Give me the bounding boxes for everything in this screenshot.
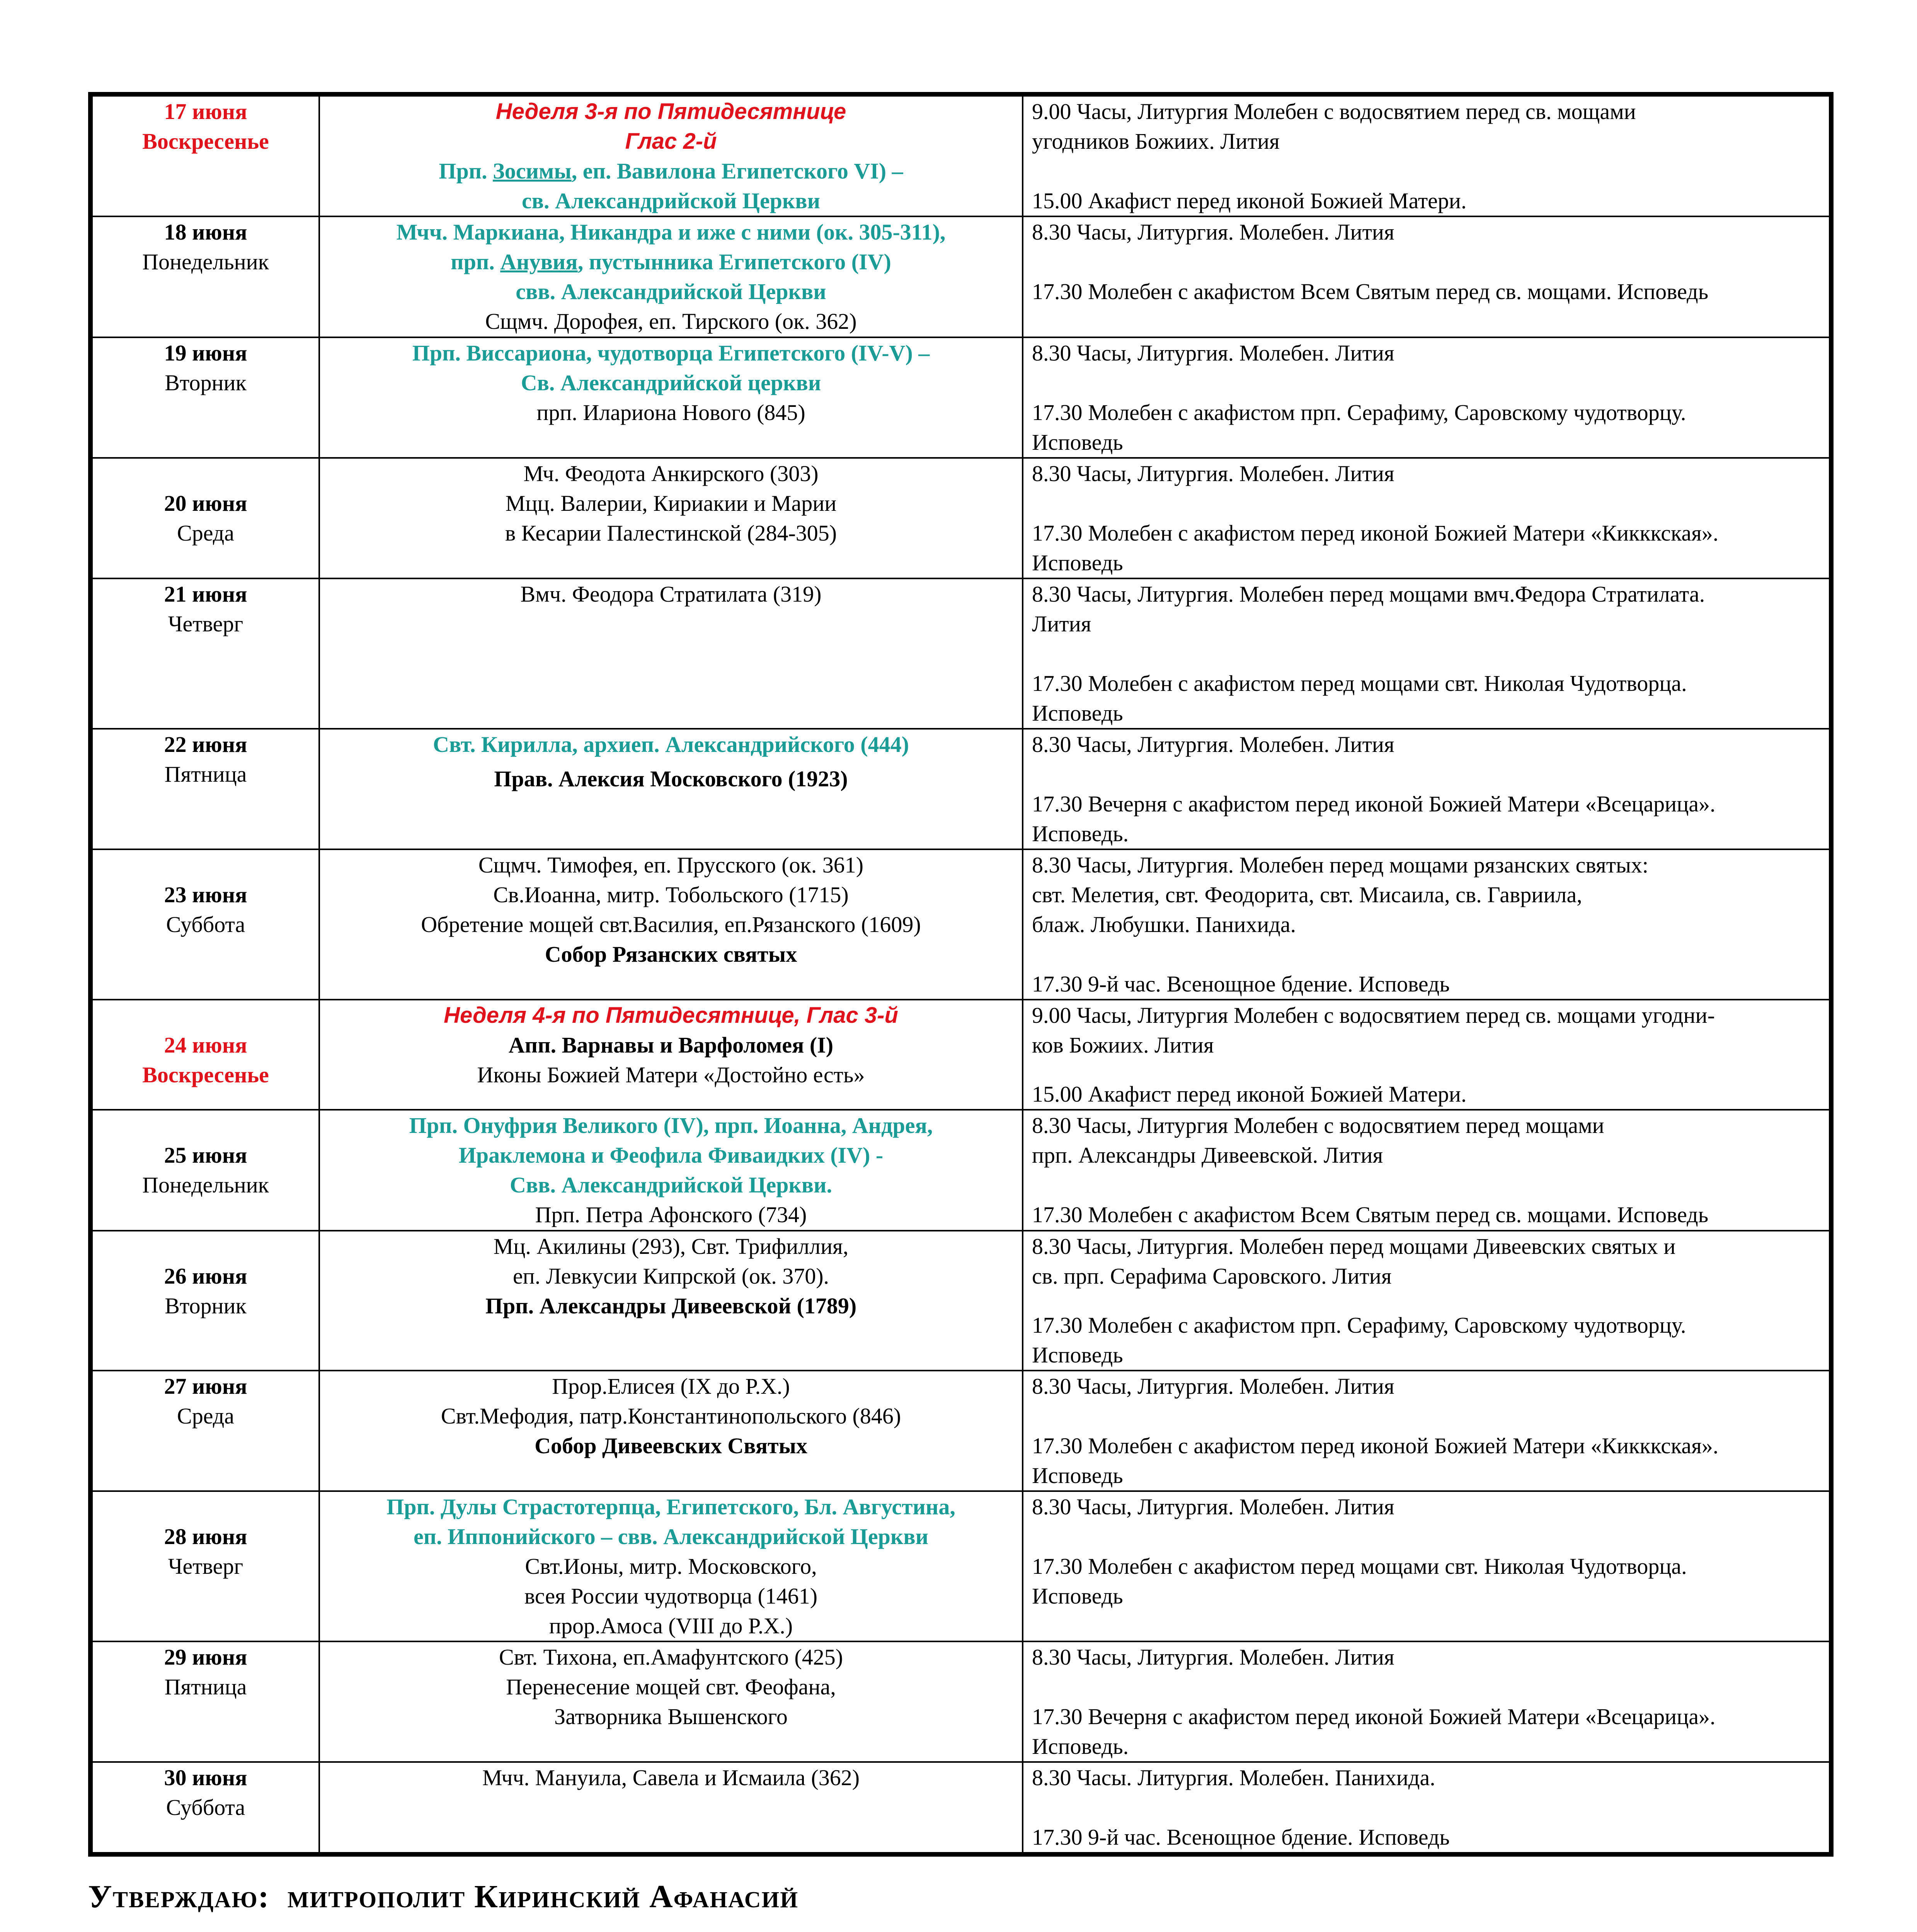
saints-cell [319, 1231, 1023, 1371]
saint-line [320, 156, 1022, 186]
service-line: ков Божиих. Лития [1032, 1032, 1214, 1058]
date: 26 июня [164, 1264, 247, 1289]
spacer [1032, 639, 1829, 668]
spacer [1032, 1793, 1829, 1822]
saints-cell [319, 1110, 1023, 1231]
saint-link: Зосимы [493, 158, 572, 184]
weekday: Понедельник [142, 249, 269, 274]
services-cell [1023, 94, 1831, 216]
saint-line: Иконы Божией Матери «Достойно есть» [477, 1062, 865, 1087]
service-line: 9.00 Часы, Литургия Молебен с водосвятием перед св. мощами угодни- [1032, 1003, 1715, 1028]
day-cell [90, 729, 319, 849]
saint-line: всея России чудотворца (1461) [524, 1583, 818, 1609]
saint-line: Свт.Ионы, митр. Московского, [525, 1554, 817, 1579]
service-line: 17.30 Молебен с акафистом перед мощами свт. Николая Чудотворца. [1032, 671, 1687, 696]
service-line: 8.30 Часы, Литургия. Молебен. Лития [1032, 340, 1394, 366]
feast-title: Неделя 4-я по Пятидесятнице, Глас 3-й [444, 1003, 898, 1028]
tone: Глас 2-й [625, 129, 717, 154]
saints-cell [319, 458, 1023, 578]
service-line: 17.30 Вечерня с акафистом перед иконой Божией Матери «Всецарица». [1032, 791, 1716, 816]
saint-text: , еп. Вавилона Египетского VI) – [571, 158, 903, 184]
service-line: 8.30 Часы, Литургия. Молебен перед мощами Дивеевских святых и [1032, 1234, 1676, 1259]
service-line: 8.30 Часы, Литургия. Молебен. Лития [1032, 1494, 1394, 1519]
services-cell [1023, 1000, 1831, 1110]
service-line: 8.30 Часы. Литургия. Молебен. Панихида. [1032, 1765, 1435, 1790]
saint-line: в Кесарии Палестинской (284-305) [505, 520, 837, 546]
spacer [1032, 1401, 1829, 1431]
service-line: 17.30 Молебен с акафистом Всем Святым перед св. мощами. Исповедь [1032, 279, 1709, 304]
service-line: 17.30 Молебен с акафистом Всем Святым перед св. мощами. Исповедь [1032, 1202, 1709, 1227]
services-cell [1023, 849, 1831, 1000]
weekday: Четверг [168, 1554, 243, 1579]
service-line: 8.30 Часы, Литургия. Молебен. Лития [1032, 461, 1394, 486]
service-line: Исповедь. [1032, 1734, 1129, 1759]
service-line: св. прп. Серафима Саровского. Лития [1032, 1264, 1392, 1289]
date: 21 июня [164, 582, 247, 607]
services-cell [1023, 729, 1831, 849]
saints-cell [319, 1762, 1023, 1854]
saint-line: Мцц. Валерии, Кириакии и Марии [505, 491, 837, 516]
service-line: Исповедь [1032, 1583, 1123, 1609]
date: 22 июня [164, 732, 247, 757]
weekday: Среда [177, 520, 234, 546]
saint-line: Прав. Алексия Московского (1923) [494, 766, 848, 791]
service-line: Исповедь [1032, 430, 1123, 455]
service-line: Исповедь. [1032, 821, 1129, 846]
schedule-table [88, 92, 1834, 1857]
saint-text: прп. [451, 249, 501, 274]
saint-line: свв. Александрийской Церкви [516, 279, 826, 304]
service-line: 8.30 Часы, Литургия Молебен с водосвятием перед мощами [1032, 1113, 1604, 1138]
table-row [90, 1000, 1831, 1110]
saint-line: Св.Иоанна, митр. Тобольского (1715) [493, 882, 849, 907]
table-row [90, 458, 1831, 578]
saints-cell [319, 729, 1023, 849]
table-row [90, 94, 1831, 216]
date: 23 июня [164, 882, 247, 907]
date: 28 июня [164, 1524, 247, 1549]
spacer [1032, 1291, 1829, 1310]
weekday: Вторник [165, 1293, 247, 1318]
weekday: Суббота [166, 912, 245, 937]
spacer [1032, 1170, 1829, 1200]
saint-line: Сщмч. Дорофея, еп. Тирского (ок. 362) [485, 309, 857, 334]
service-line: Исповедь [1032, 701, 1123, 726]
services-cell [1023, 216, 1831, 337]
services-cell [1023, 1762, 1831, 1854]
service-line: Исповедь [1032, 1463, 1123, 1488]
spacer [1032, 368, 1829, 398]
weekday: Среда [177, 1403, 234, 1429]
date: 19 июня [164, 340, 247, 366]
weekday: Суббота [166, 1795, 245, 1820]
saint-line: Перенесение мощей свт. Феофана, [506, 1674, 836, 1699]
services-cell [1023, 1110, 1831, 1231]
service-line: 8.30 Часы, Литургия. Молебен. Лития [1032, 1374, 1394, 1399]
saint-line: Мц. Акилины (293), Свт. Трифиллия, [493, 1234, 849, 1259]
table-row [90, 1491, 1831, 1641]
saint-line: прор.Амоса (VIII до Р.Х.) [549, 1613, 793, 1638]
date: 18 июня [164, 219, 247, 245]
service-line: Исповедь [1032, 550, 1123, 575]
date: 30 июня [164, 1765, 247, 1790]
table-row [90, 1762, 1831, 1854]
service-line: свт. Мелетия, свт. Феодорита, свт. Мисаила, св. Гавриила, [1032, 882, 1582, 907]
service-line: 8.30 Часы, Литургия. Молебен. Лития [1032, 1645, 1394, 1670]
saints-cell [319, 849, 1023, 1000]
saint-line: Ираклемона и Феофила Фиваидких (IV) - [458, 1143, 884, 1168]
service-line: 8.30 Часы, Литургия. Молебен. Лития [1032, 219, 1394, 245]
spacer [1032, 1060, 1829, 1079]
saint-line: Св. Александрийской церкви [521, 370, 821, 395]
saint-line: Мчч. Мануила, Савела и Исмаила (362) [482, 1765, 860, 1790]
day-cell [90, 337, 319, 458]
service-line: 17.30 Молебен с акафистом прп. Серафиму, Саровскому чудотворцу. [1032, 1313, 1686, 1338]
weekday: Воскресенье [142, 129, 269, 154]
day-cell [90, 458, 319, 578]
service-line: 15.00 Акафист перед иконой Божией Матери. [1032, 1082, 1467, 1107]
saint-line: Свт.Мефодия, патр.Константинопольского (846) [441, 1403, 901, 1429]
weekday: Вторник [165, 370, 247, 395]
spacer [1032, 939, 1829, 969]
service-line: 8.30 Часы, Литургия. Молебен перед мощами вмч.Федора Стратилата. [1032, 582, 1705, 607]
services-cell [1023, 1641, 1831, 1762]
day-cell [90, 578, 319, 729]
date: 27 июня [164, 1374, 247, 1399]
day-cell [90, 1491, 319, 1641]
saint-line: прп. Илариона Нового (845) [536, 400, 805, 425]
day-cell [90, 1641, 319, 1762]
saint-line: Затворника Вышенского [554, 1704, 788, 1729]
saint-line: Прп. Виссариона, чудотворца Египетского (IV-V) – [412, 340, 930, 366]
services-cell [1023, 1371, 1831, 1491]
table-row [90, 729, 1831, 849]
service-line: 17.30 9-й час. Всенощное бдение. Исповедь [1032, 971, 1450, 997]
saint-line: Собор Рязанских святых [545, 942, 797, 967]
service-line: 17.30 Молебен с акафистом прп. Серафиму, Саровскому чудотворцу. [1032, 400, 1686, 425]
weekday: Понедельник [142, 1172, 269, 1197]
saints-cell [319, 337, 1023, 458]
saint-line: еп. Левкусии Кипрской (ок. 370). [512, 1264, 829, 1289]
service-line: блаж. Любушки. Панихида. [1032, 912, 1296, 937]
day-cell [90, 849, 319, 1000]
table-row [90, 1110, 1831, 1231]
saints-cell [319, 1641, 1023, 1762]
weekday: Четверг [168, 611, 243, 636]
service-line: прп. Александры Дивеевской. Лития [1032, 1143, 1383, 1168]
saint-line: Свв. Александрийской Церкви. [509, 1172, 833, 1197]
saint-line: Мчч. Маркиана, Никандра и иже с ними (ок. 305-311), [396, 219, 946, 245]
date: 25 июня [164, 1143, 247, 1168]
service-line: 17.30 Вечерня с акафистом перед иконой Божией Матери «Всецарица». [1032, 1704, 1716, 1729]
services-cell [1023, 337, 1831, 458]
service-line: 9.00 Часы, Литургия Молебен с водосвятием перед св. мощами [1032, 99, 1636, 124]
services-cell [1023, 458, 1831, 578]
saint-text: Прп. [439, 158, 493, 184]
weekday: Пятница [164, 1674, 247, 1699]
day-cell [90, 1231, 319, 1371]
saint-line: Свт. Кирилла, архиеп. Александрийского (444) [433, 732, 909, 757]
date: 20 июня [164, 491, 247, 516]
table-row [90, 849, 1831, 1000]
saint-line: Свт. Тихона, еп.Амафунтского (425) [499, 1645, 843, 1670]
weekday: Воскресенье [142, 1062, 269, 1087]
service-line: 8.30 Часы, Литургия. Молебен. Лития [1032, 732, 1394, 757]
saint-line: Мч. Феодота Анкирского (303) [523, 461, 819, 486]
feast-title: Неделя 3-я по Пятидесятнице [495, 99, 846, 124]
saints-cell [319, 1371, 1023, 1491]
saint-line: Собор Дивеевских Святых [535, 1433, 807, 1458]
service-line: угодников Божиих. Лития [1032, 129, 1280, 154]
table-row [90, 1641, 1831, 1762]
saint-line: Апп. Варнавы и Варфоломея (I) [508, 1032, 834, 1058]
service-line: 17.30 Молебен с акафистом перед иконой Божией Матери «Кикккская». [1032, 1433, 1719, 1458]
saint-line: Прор.Елисея (IX до Р.Х.) [552, 1374, 790, 1399]
spacer [1032, 1522, 1829, 1551]
spacer [1032, 156, 1829, 186]
spacer [1032, 1672, 1829, 1702]
saint-link: Анувия [500, 249, 578, 274]
service-line: 17.30 9-й час. Всенощное бдение. Исповедь [1032, 1825, 1450, 1850]
saint-line: Прп. Александры Дивеевской (1789) [485, 1293, 857, 1318]
date: 24 июня [164, 1032, 247, 1058]
saint-line: Прп. Дулы Страстотерпца, Египетского, Бл. Августина, [386, 1494, 955, 1519]
service-line: Лития [1032, 611, 1091, 636]
approval-footer: Утверждаю: митрополит Киринский Афанасий [88, 1879, 799, 1915]
table-row [90, 578, 1831, 729]
saint-line: св. Александрийской Церкви [521, 188, 821, 213]
services-cell [1023, 1491, 1831, 1641]
day-cell [90, 1762, 319, 1854]
saint-line: еп. Иппонийского – свв. Александрийской Церкви [413, 1524, 929, 1549]
spacer [1032, 759, 1829, 789]
saints-cell [319, 1000, 1023, 1110]
service-line: Исповедь [1032, 1342, 1123, 1367]
table-row [90, 337, 1831, 458]
saints-cell [319, 1491, 1023, 1641]
day-cell [90, 94, 319, 216]
day-cell [90, 1110, 319, 1231]
saint-line: Прп. Онуфрия Великого (IV), прп. Иоанна, Андрея, [409, 1113, 933, 1138]
service-line: 15.00 Акафист перед иконой Божией Матери. [1032, 188, 1467, 213]
day-cell [90, 216, 319, 337]
saints-cell [319, 94, 1023, 216]
date: 29 июня [164, 1645, 247, 1670]
spacer [1032, 488, 1829, 518]
services-cell [1023, 1231, 1831, 1371]
saint-line: Обретение мощей свт.Василия, еп.Рязанского (1609) [421, 912, 921, 937]
service-line: 17.30 Молебен с акафистом перед мощами свт. Николая Чудотворца. [1032, 1554, 1687, 1579]
saints-cell [319, 578, 1023, 729]
table-row [90, 216, 1831, 337]
table-row [90, 1371, 1831, 1491]
service-line: 8.30 Часы, Литургия. Молебен перед мощами рязанских святых: [1032, 852, 1649, 878]
date: 17 июня [164, 99, 247, 124]
day-cell [90, 1000, 319, 1110]
saint-line: Сщмч. Тимофея, еп. Прусского (ок. 361) [478, 852, 864, 878]
spacer [1032, 247, 1829, 277]
weekday: Пятница [164, 762, 247, 787]
saint-line [320, 247, 1022, 277]
service-line: 17.30 Молебен с акафистом перед иконой Божией Матери «Кикккская». [1032, 520, 1719, 546]
saint-line: Вмч. Феодора Стратилата (319) [520, 582, 822, 607]
saint-text: , пустынника Египетского (IV) [577, 249, 891, 274]
table-row [90, 1231, 1831, 1371]
services-cell [1023, 578, 1831, 729]
saints-cell [319, 216, 1023, 337]
day-cell [90, 1371, 319, 1491]
saint-line: Прп. Петра Афонского (734) [535, 1202, 807, 1227]
